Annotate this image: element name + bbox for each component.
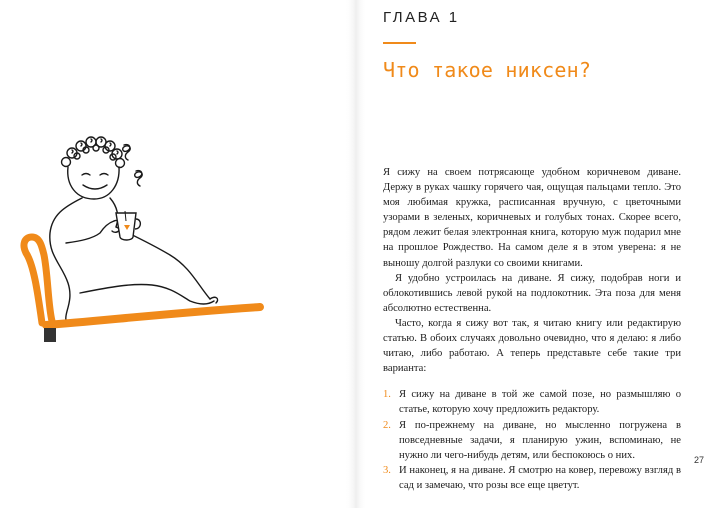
paragraph: Я сижу на своем потрясающе удобном коричневом диване. Держу в руках чашку горячего чая, ощущая пальцами тепло. Это моя любимая кружка, расписанная вручную, с цветочными узорами в зеленых, коричневых и голубых тонах. Скорее всего, рядом лежит белая электронная книга, которую муж подарил мне на прошлое Рождество. На самом деле я в этом уверена: я не выношу долгой разлуки со своими книгами.: [383, 167, 681, 269]
paragraph: Я удобно устроилась на диване. Я сижу, подобрав ноги и облокотившись левой рукой на подлокотник. Эта поза для меня абсолютно естественна.: [383, 272, 681, 314]
thought-squiggle-icon: [123, 145, 130, 160]
steam-squiggle-icon: [135, 171, 142, 186]
numbered-list: [383, 387, 681, 493]
list-number: 3.: [383, 464, 391, 476]
list-item: [383, 387, 681, 417]
body-text: [383, 165, 681, 493]
page-number: 27: [694, 455, 705, 465]
curly-hair: [62, 137, 125, 168]
face: [68, 167, 119, 199]
chapter-divider: [383, 42, 416, 44]
list-item: [383, 463, 681, 493]
list-item: [383, 418, 681, 463]
list-number: 2.: [383, 419, 391, 431]
chapter-label: ГЛАВА 1: [383, 9, 460, 26]
list-item-text: Я по-прежнему на диване, но мысленно погружена в повседневные задачи, я планирую ужин, вспоминаю, не нужно ли чего-нибудь детям, или беспокоюсь о них.: [399, 419, 681, 461]
list-item-text: И наконец, я на диване. Я смотрю на ковер, перевожу взгляд в сад и замечаю, что розы все еще цветут.: [399, 464, 681, 491]
sofa: [24, 237, 260, 342]
list-item-text: Я сижу на диване в той же самой позе, но размышляю о статье, которую хочу предложить редактору.: [399, 389, 681, 416]
paragraph: Часто, когда я сижу вот так, я читаю книгу или редактирую статью. В обоих случаях довольно очевидно, что я делаю: я либо читаю, либо работаю. А теперь представьте себе такие три варианта:: [383, 317, 681, 375]
chapter-title: Что такое никсен?: [383, 58, 592, 82]
woman-on-sofa-illustration: [20, 115, 280, 355]
list-number: 1.: [383, 389, 391, 401]
tea-cup-icon: [116, 211, 140, 240]
